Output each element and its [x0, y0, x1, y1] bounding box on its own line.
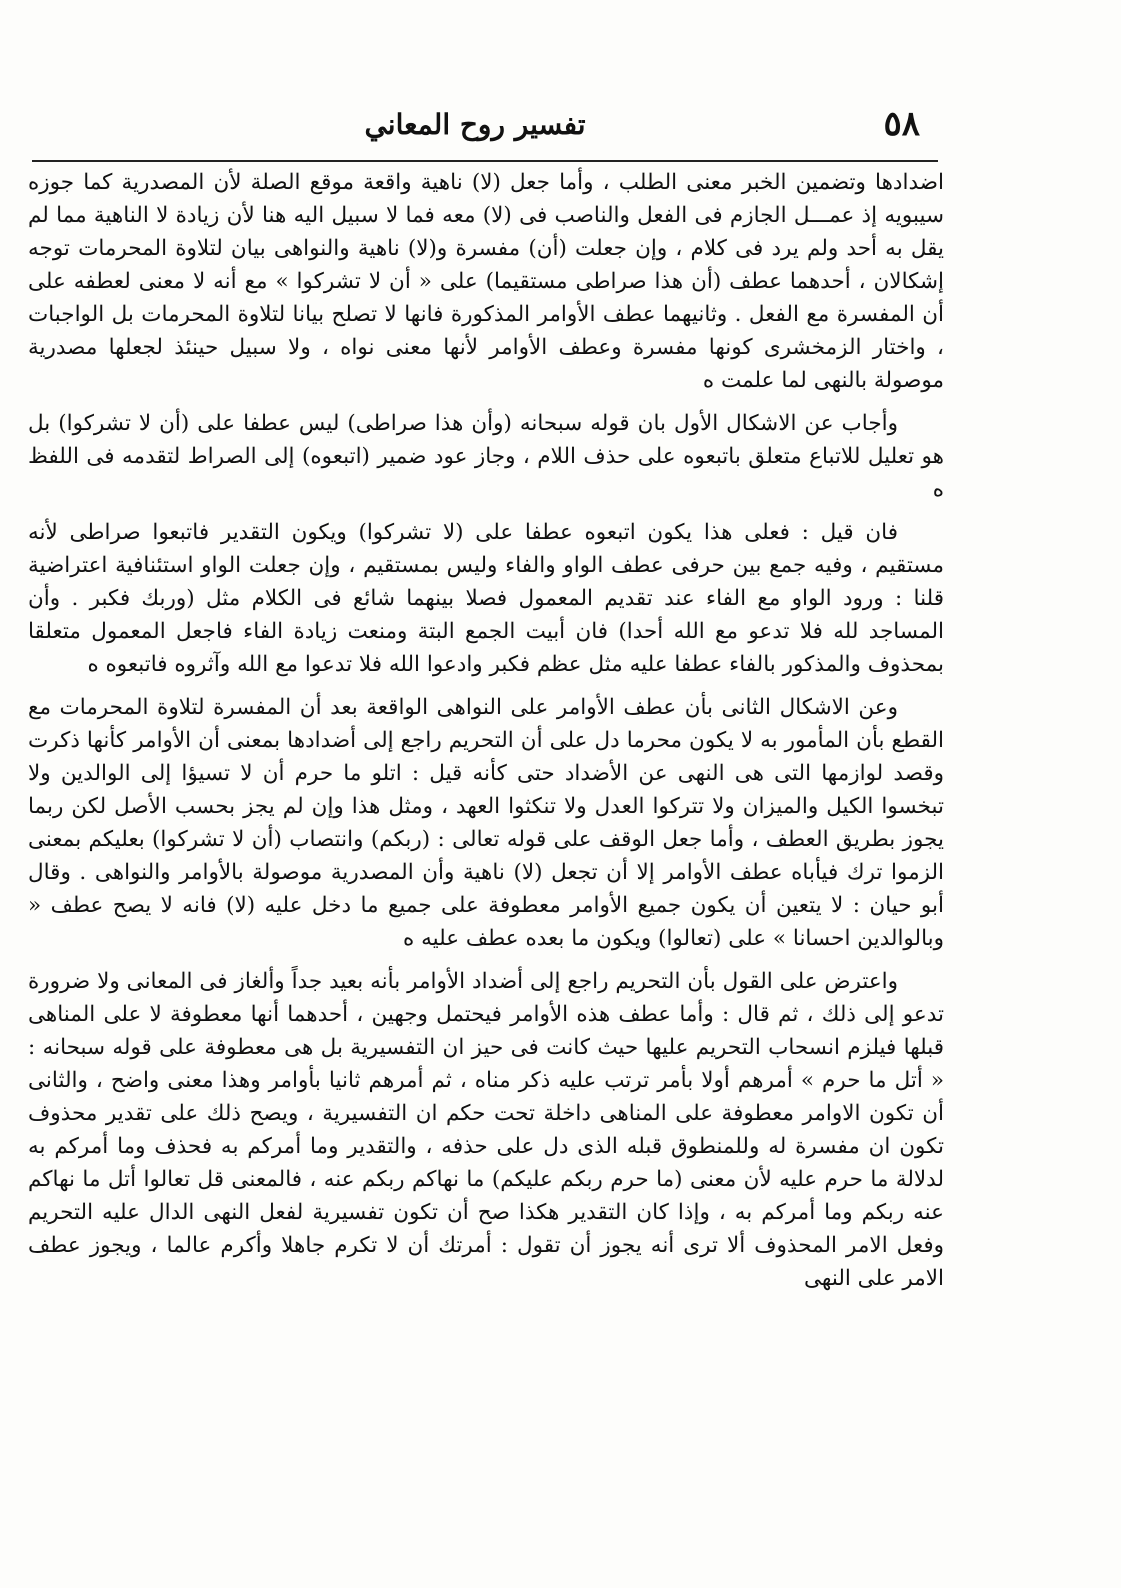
running-title: تفسير روح المعاني: [364, 108, 586, 141]
paragraph: وأجاب عن الاشكال الأول بان قوله سبحانه (وأن هذا صراطى) ليس عطفا على (أن لا تشركوا) بل هو تعليل للاتباع متعلق باتبعوه على حذف اللام ، وجاز عود ضمير (اتبعوه) إلى الصراط لتقدمه فى اللفظ ه: [28, 411, 944, 502]
paragraph: اضدادها وتضمين الخبر معنى الطلب ، وأما جعل (لا) ناهية واقعة موقع الصلة لأن المصدرية كما جوزه سيبويه إذ عمـــل الجازم فى الفعل والناصب فى (لا) معه فما لا سبيل اليه هنا لأن زيادة لا الناهية مما لم يقل به أحد ولم يرد فى كلام ، وإن جعلت (أن) مفسرة و(لا) ناهية والنواهى بيان لتلاوة المحرمات توجه إشكالان ، أحدهما عطف (أن هذا صراطى مستقيما) على « أن لا تشركوا » مع أنه لا معنى لعطفه على أن المفسرة مع الفعل . وثانيهما عطف الأوامر المذكورة فانها لا تصلح بيانا لتلاوة المحرمات بل الواجبات ، واختار الزمخشرى كونها مفسرة وعطف الأوامر لأنها معنى نواه ، ولا سبيل حينئذ لجعلها مصدرية موصولة بالنهى لما علمت ه: [28, 170, 944, 393]
paragraph: واعترض على القول بأن التحريم راجع إلى أضداد الأوامر بأنه بعيد جداً وألغاز فى المعانى ولا ضرورة تدعو إلى ذلك ، ثم قال : وأما عطف هذه الأوامر فيحتمل وجهين ، أحدهما أنها معطوفة لا على المناهى قبلها فيلزم انسحاب التحريم عليها حيث كانت فى حيز ان التفسيرية بل هى معطوفة على قوله سبحانه : « أتل ما حرم » أمرهم أولا بأمر ترتب عليه ذكر مناه ، ثم أمرهم ثانيا بأوامر وهذا معنى واضح ، والثانى أن تكون الاوامر معطوفة على المناهى داخلة تحت حكم ان التفسيرية ، ويصح ذلك على تقدير محذوف تكون ان مفسرة له وللمنطوق قبله الذى دل على حذفه ، والتقدير وما أمركم به فحذف وما أمركم به لدلالة ما حرم عليه لأن معنى (ما حرم ربكم عليكم) ما نهاكم ربكم عنه ، فالمعنى قل تعالوا أتل ما نهاكم عنه ربكم وما أمركم به ، وإذا كان التقدير هكذا صح أن تكون تفسيرية لفعل النهى الدال عليه التحريم وفعل الامر المحذوف ألا ترى أنه يجوز أن تقول : أمرتك أن لا تكرم جاهلا وأكرم عالما ، ويجوز عطف الامر على النهى: [28, 969, 944, 1291]
paragraph: وعن الاشكال الثانى بأن عطف الأوامر على النواهى الواقعة بعد أن المفسرة لتلاوة المحرمات مع القطع بأن المأمور به لا يكون محرما دل على أن التحريم راجع إلى أضدادها بمعنى أن الأوامر كأنها ذكرت وقصد لوازمها التى هى النهى عن الأضداد حتى كأنه قيل : اتلو ما حرم أن لا تسيؤا إلى الوالدين ولا تبخسوا الكيل والميزان ولا تتركوا العدل ولا تنكثوا العهد ، ومثل هذا وإن لم يجز بحسب الأصل لكن ربما يجوز بطريق العطف ، وأما جعل الوقف على قوله تعالى : (ربكم) وانتصاب (أن لا تشركوا) بعليكم بمعنى الزموا ترك فيأباه عطف الأوامر إلا أن تجعل (لا) ناهية وأن المصدرية موصولة بالأوامر والنواهى . وقال أبو حيان : لا يتعين أن يكون جميع الأوامر معطوفة على جميع ما دخل عليه (لا) فانه لا يصح عطف « وبالوالدين احسانا » على (تعالوا) ويكون ما بعده عطف عليه ه: [28, 695, 944, 951]
body-text: [28, 166, 944, 1295]
page-number: ٥٨: [883, 104, 920, 144]
paragraph: فان قيل : فعلى هذا يكون اتبعوه عطفا على (لا تشركوا) ويكون التقدير فاتبعوا صراطى لأنه مستقيم ، وفيه جمع بين حرفى عطف الواو والفاء وليس بمستقيم ، وإن جعلت الواو استئنافية اعتراضية قلنا : ورود الواو مع الفاء عند تقديم المعمول فصلا بينهما شائع فى الكلام مثل (وربك فكبر . وأن المساجد لله فلا تدعو مع الله أحدا) فان أبيت الجمع البتة ومنعت زيادة الفاء فاجعل المعمول متعلقا بمحذوف والمذكور بالفاء عطفا عليه مثل عظم فكبر وادعوا الله فلا تدعوا مع الله وآثروه فاتبعوه ه: [28, 520, 944, 677]
page-header: [30, 100, 920, 160]
header-rule: [32, 160, 938, 162]
